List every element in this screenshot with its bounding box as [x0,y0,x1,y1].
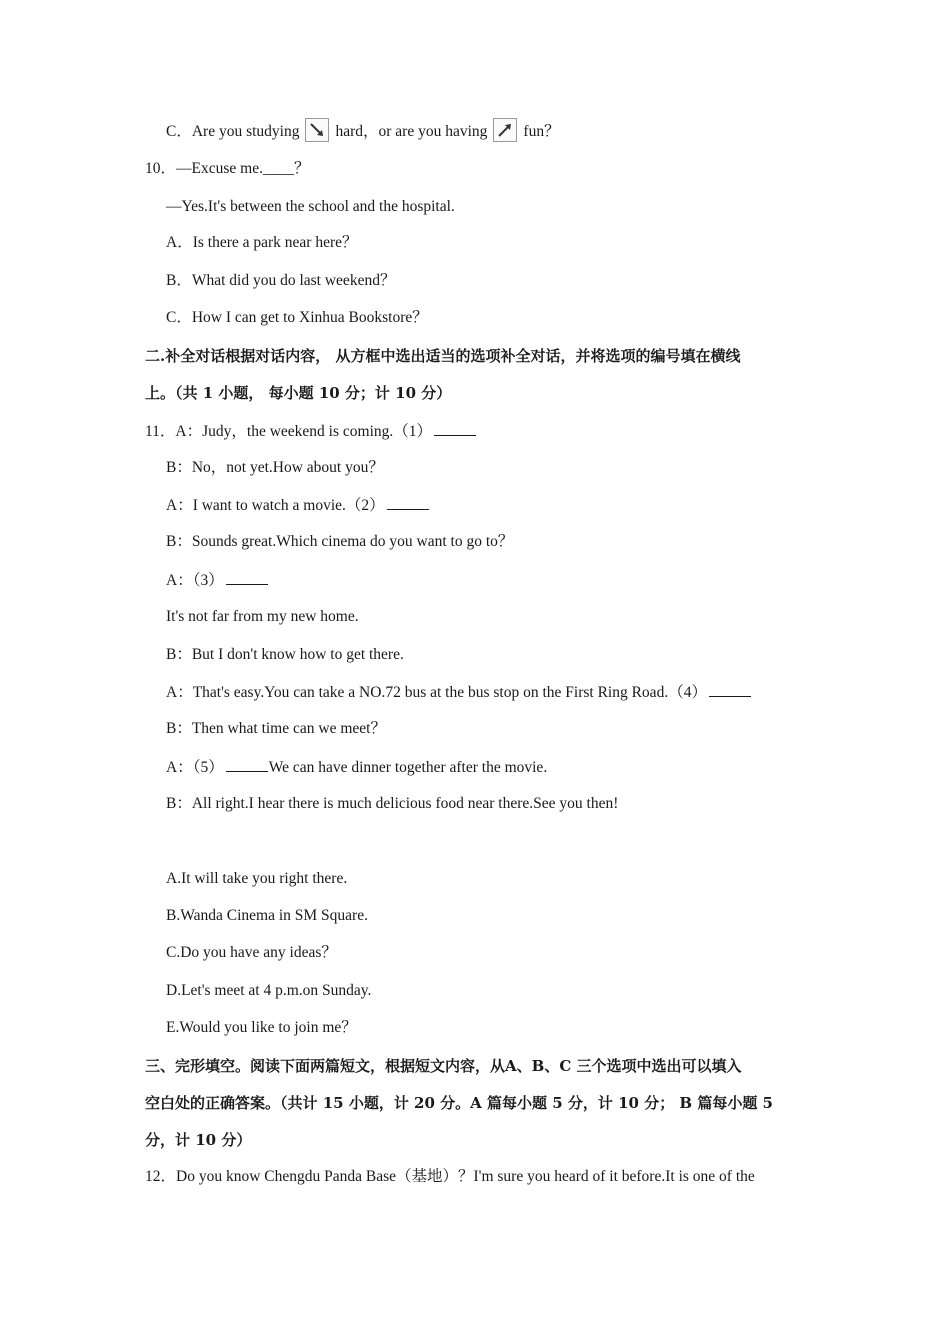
q10-option-c: C．How I can get to Xinhua Bookstore？ [166,309,428,326]
q11-line-10 [166,757,547,778]
arrow-down-right-icon [305,118,329,142]
section2-heading-line2: 上。（共 1 小题， 每小题 10 分；计 10 分） [145,384,452,402]
q9c-text-1: C．Are you studying [166,123,300,140]
choice-c: C.Do you have any ideas？ [166,944,337,961]
q11-line-3 [166,495,429,516]
q11-line-11: B：All right.I hear there is much delicious food near there.See you then! [166,795,619,812]
section3-heading-line3: 分，计 10 分） [145,1131,252,1149]
q11-line-2: B：No，not yet.How about you？ [166,459,384,476]
q11-line-9: B：Then what time can we meet？ [166,720,386,737]
q11-line-10-text-a: A：（5） [166,759,224,776]
blank-4 [709,682,751,697]
blank-1 [434,421,476,436]
q9c-text-3: fun？ [523,123,560,140]
blank-5 [226,757,268,772]
blank-2 [387,495,429,510]
q9c-text-2: hard，or are you having [335,123,488,140]
q11-line-8-text: A：That's easy.You can take a NO.72 bus at the bus stop on the First Ring Road.（4） [166,684,707,701]
q11-line-5-text: A：（3） [166,572,224,589]
q11-line-1 [145,421,476,442]
section3-heading-line1: 三、完形填空。阅读下面两篇短文，根据短文内容，从A、B、C 三个选项中选出可以填入 [145,1057,742,1075]
q10-reply: —Yes.It's between the school and the hospital. [166,198,455,215]
q12-text: 12．Do you know Chengdu Panda Base（基地）？I'm sure you heard of it before.It is one of the [145,1168,755,1185]
q11-line-8 [166,682,751,703]
q11-line-3-text: A：I want to watch a movie.（2） [166,497,385,514]
arrow-up-right-icon [493,118,517,142]
choice-d: D.Let's meet at 4 p.m.on Sunday. [166,982,372,999]
section3-heading-line2: 空白处的正确答案。（共计 15 小题，计 20 分。A 篇每小题 5 分，计 10 分； B 篇每小题 5 [145,1094,773,1112]
q10-option-a: A．Is there a park near here？ [166,234,358,251]
q9-option-c [166,118,560,142]
q10-stem: 10．—Excuse me.____？ [145,160,310,177]
choice-b: B.Wanda Cinema in SM Square. [166,907,368,924]
choice-e: E.Would you like to join me？ [166,1019,357,1036]
q11-line-5 [166,570,268,591]
q11-line-4: B：Sounds great.Which cinema do you want to go to？ [166,533,514,550]
q11-line-1-text: 11．A：Judy，the weekend is coming.（1） [145,423,433,440]
section2-heading-line1: 二.补全对话根据对话内容， 从方框中选出适当的选项补全对话，并将选项的编号填在横线 [145,347,741,365]
choice-a: A.It will take you right there. [166,870,348,887]
q11-line-6: It's not far from my new home. [166,608,359,625]
blank-3 [226,570,268,585]
q10-option-b: B．What did you do last weekend？ [166,272,396,289]
q11-line-7: B：But I don't know how to get there. [166,646,404,663]
q11-line-10-text-b: We can have dinner together after the movie. [268,759,548,776]
